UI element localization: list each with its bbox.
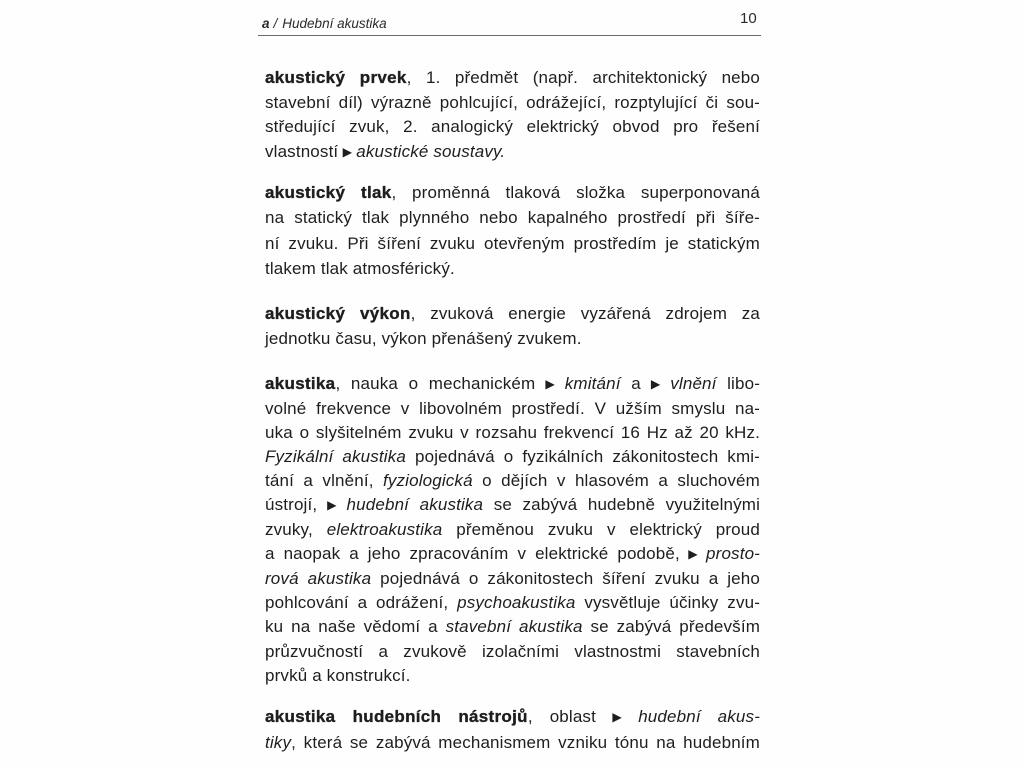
body-text: uka o slyšitelném zvuku v rozsahu frekvencí 16 Hz až 20 kHz. — [265, 423, 760, 443]
entry-line — [265, 231, 760, 256]
entry-line — [265, 445, 760, 469]
headword: akustický prvek — [265, 68, 407, 87]
entry-line — [265, 91, 760, 116]
body-text: a — [620, 374, 641, 393]
headword: akustika hudebních nástrojů — [265, 707, 528, 726]
italic-term: hudební akustika — [346, 495, 484, 515]
entry-line — [265, 640, 760, 664]
entry-line — [265, 180, 760, 205]
body-text: ku na naše vědomí a — [265, 617, 446, 637]
body-text: pojednává o zákonitostech šíření zvuku a jeho — [371, 569, 760, 589]
body-text: stavební díl) výrazně pohlcující, odrážející, rozptylující či sou- — [265, 92, 760, 112]
italic-term: stavební akustika — [445, 617, 583, 637]
headword: akustika — [265, 374, 336, 393]
italic-term: Fyzikální akustika — [265, 447, 406, 467]
entry-line — [265, 397, 760, 421]
body-text: středující zvuk, 2. analogický elektrický obvod pro řešení — [265, 117, 760, 137]
body-text: průzvučností a zvukově izolačními vlastnostmi stavebních — [265, 641, 760, 661]
entry-line — [265, 591, 760, 615]
entry-line — [265, 372, 760, 397]
entry-line — [265, 140, 760, 166]
cross-reference-arrow-icon: ▶ — [539, 377, 561, 391]
page-number: 10 — [740, 10, 757, 27]
entry-line — [265, 469, 760, 493]
italic-term: vlnění — [670, 374, 717, 393]
body-text: jednotku času, výkon přenášený zvukem. — [265, 329, 582, 348]
dictionary-entry — [265, 180, 760, 281]
italic-term: elektroakustika — [326, 520, 443, 540]
headword: akustický výkon — [265, 304, 411, 323]
body-text: vysvětluje účinky zvu- — [575, 593, 761, 613]
body-text: tání a vlnění, — [265, 471, 383, 491]
italic-term: fyziologická — [383, 471, 473, 491]
running-head-separator: / — [273, 16, 278, 31]
body-text: , která se zabývá mechanismem vzniku tónu na hudebním — [291, 732, 760, 752]
italic-term: tiky — [265, 732, 292, 752]
italic-term: prosto- — [706, 544, 760, 564]
body-text: , 1. předmět (např. architektonický nebo — [406, 68, 760, 87]
cross-reference-arrow-icon: ▶ — [645, 377, 666, 391]
entry-line — [265, 705, 760, 731]
body-text: volné frekvence v libovolném prostředí. V užším smyslu na- — [265, 399, 760, 419]
entry-line — [265, 205, 760, 230]
italic-term: hudební akus- — [638, 707, 760, 726]
entry-line — [265, 567, 760, 591]
entry-line — [265, 664, 760, 688]
body-text: na statický tlak plynného nebo kapalného prostředí při šíře- — [265, 208, 760, 228]
entry-line — [265, 326, 760, 351]
body-text: ústrojí, — [265, 495, 318, 515]
italic-term: psychoakustika — [457, 593, 576, 613]
dictionary-entry — [265, 301, 760, 351]
entry-line — [265, 256, 760, 281]
running-head — [262, 15, 387, 33]
cross-reference-arrow-icon: ▶ — [684, 547, 702, 562]
dictionary-entry — [265, 372, 760, 688]
body-text: pojednává o fyzikálních zákonitostech kmi- — [405, 447, 760, 467]
body-text: zvuky, — [265, 520, 327, 540]
headword: akustický tlak — [265, 183, 392, 202]
body-text: , proměnná tlaková složka superponovaná — [391, 183, 760, 202]
body-text: přeměnou zvuku v elektrický proud — [442, 520, 760, 540]
entry-line — [265, 421, 760, 445]
body-text: vlastností — [265, 141, 339, 161]
body-text: pohlcování a odrážení, — [265, 593, 458, 613]
entry-line — [265, 731, 760, 756]
body-text: libo- — [716, 374, 761, 393]
cross-reference-arrow-icon: ▶ — [342, 144, 353, 159]
entry-line — [265, 493, 760, 518]
body-text: prvků a konstrukcí. — [265, 665, 411, 685]
entry-line — [265, 301, 760, 326]
body-text: , nauka o mechanickém — [335, 374, 536, 393]
cross-reference-arrow-icon: ▶ — [321, 498, 343, 513]
running-head-section-title: Hudební akustika — [282, 16, 387, 31]
body-text: se zabývá hudebně využitelnými — [483, 495, 760, 515]
italic-term: kmitání — [564, 374, 621, 393]
body-text: tlakem tlak atmosférický. — [265, 258, 455, 278]
body-text: , zvuková energie vyzářená zdrojem za — [410, 304, 760, 323]
entry-line — [265, 115, 760, 140]
body-text: a naopak a jeho zpracováním v elektrické podobě, — [265, 544, 680, 564]
entry-line — [265, 66, 760, 91]
body-text: o dějích v hlasovém a sluchovém — [472, 471, 760, 491]
body-text: , oblast — [527, 707, 596, 726]
dictionary-entry — [265, 705, 760, 755]
entry-line — [265, 518, 760, 542]
dictionary-entry — [265, 66, 760, 165]
italic-term: akustické soustavy. — [356, 141, 506, 161]
header-rule — [258, 35, 761, 36]
body-text: ní zvuku. Při šíření zvuku otevřeným prostředím je statickým — [265, 233, 760, 253]
entry-line — [265, 615, 760, 639]
italic-term: rová akustika — [265, 569, 372, 589]
cross-reference-arrow-icon: ▶ — [600, 710, 634, 724]
entry-line — [265, 542, 760, 567]
body-text: se zabývá především — [582, 617, 761, 637]
running-head-letter: a — [262, 16, 270, 31]
